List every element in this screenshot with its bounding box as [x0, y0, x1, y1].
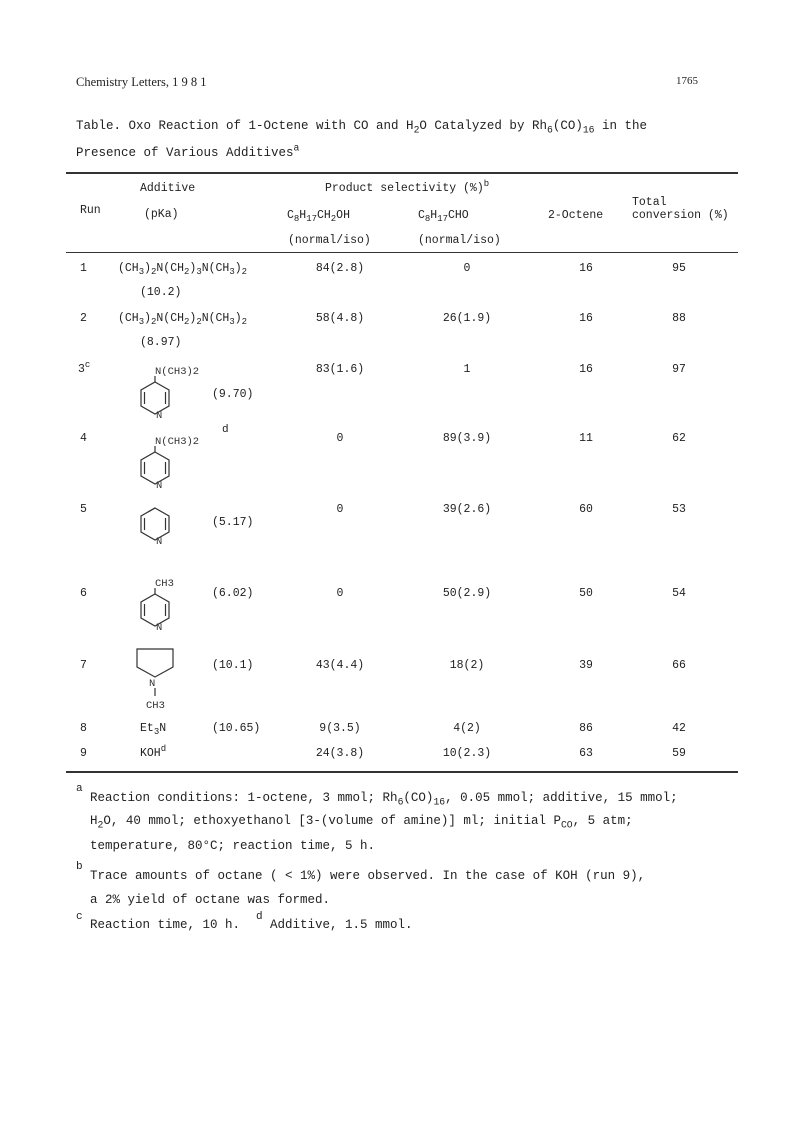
dmap-structure [125, 362, 200, 422]
svg-text:N(CH3)2: N(CH3)2 [155, 366, 200, 378]
row7-aldehyde: 18(2) [449, 659, 485, 672]
row6-run: 6 [80, 587, 87, 600]
row6-2-octene: 50 [579, 587, 593, 600]
row7-run: 7 [80, 659, 87, 672]
row5-total: 53 [672, 503, 686, 516]
footnote-c-text: Reaction time, 10 h. [90, 918, 241, 932]
row9-2-octene: 63 [579, 747, 593, 760]
row4-alcohol: 0 [336, 432, 344, 445]
row2-2-octene: 16 [579, 312, 593, 325]
footnote-a-line3: temperature, 80°C; reaction time, 5 h. [90, 839, 376, 853]
row2-alcohol: 58(4.8) [315, 312, 365, 325]
row1-run: 1 [80, 262, 87, 275]
row8-aldehyde: 4(2) [453, 722, 481, 735]
row1-aldehyde: 0 [463, 262, 471, 275]
svg-text:CH3: CH3 [146, 700, 165, 712]
row1-pka: (10.2) [140, 286, 182, 299]
row8-total: 42 [672, 722, 686, 735]
row4-2-octene: 11 [579, 432, 593, 445]
row8-additive: $Et_3N$ [140, 722, 167, 738]
table-caption-line1: Table. Oxo Reaction of 1-Octene with CO and $H_2O$ Catalyzed by $Rh_6(CO)_{16}$ in the [76, 119, 648, 136]
table-caption-line2: Presence of Various Additives$^a$ [76, 142, 300, 160]
footnote-b-line2: a 2% yield of octane was formed. [90, 893, 331, 907]
row7-pka: (10.1) [212, 659, 254, 672]
row3-run: 3$^c$ [78, 360, 91, 376]
row1-alcohol: 84(2.8) [315, 262, 365, 275]
col-2-octene: 2-Octene [548, 209, 604, 222]
col-product-selectivity: Product selectivity (%)$^b$ [325, 179, 490, 195]
row1-2-octene: 16 [579, 262, 593, 275]
row5-pka: (5.17) [212, 516, 254, 529]
row2-aldehyde: 26(1.9) [442, 312, 492, 325]
row7-total: 66 [672, 659, 686, 672]
svg-text:N: N [156, 622, 163, 634]
row3-total: 97 [672, 363, 686, 376]
row2-total: 88 [672, 312, 686, 325]
row9-additive: KOH$^d$ [140, 744, 167, 760]
row8-alcohol: 9(3.5) [319, 722, 361, 735]
row7-alcohol: 43(4.4) [315, 659, 365, 672]
svg-text:N(CH3)2: N(CH3)2 [155, 436, 200, 448]
footnote-c-mark: c [76, 911, 83, 923]
col-alcohol-normal-iso: (normal/iso) [288, 234, 371, 247]
row2-run: 2 [80, 312, 87, 325]
svg-text:CH3: CH3 [155, 578, 174, 590]
col-run: Run [80, 204, 101, 217]
footnote-b-line1: Trace amounts of octane ( < 1%) were observed. In the case of KOH (run 9), [90, 869, 646, 883]
table-header-rule [66, 252, 738, 253]
footnote-a-line1: Reaction conditions: 1-octene, 3 mmol; $Rh_6(CO)_{16}$, 0.05 mmol; additive, 15 mmol; [90, 791, 678, 808]
row3-alcohol: 83(1.6) [315, 363, 365, 376]
row8-2-octene: 86 [579, 722, 593, 735]
row5-2-octene: 60 [579, 503, 593, 516]
dmap-structure [125, 432, 200, 492]
row2-additive: $(CH_3)_2N(CH_2)_2N(CH_3)_2$ [118, 312, 247, 328]
table-top-rule [66, 172, 738, 174]
journal-header: Chemistry Letters, 1 9 8 1 [76, 75, 207, 89]
col-alcohol: $C_8H_{17}CH_2OH$ [287, 209, 350, 225]
svg-text:N: N [149, 678, 156, 690]
row6-pka: (6.02) [212, 587, 254, 600]
svg-text:N: N [156, 480, 163, 492]
row8-pka: (10.65) [212, 722, 261, 735]
row6-aldehyde: 50(2.9) [442, 587, 492, 600]
picoline-structure [125, 574, 185, 632]
footnote-d-mark: d [256, 911, 263, 923]
svg-text:N: N [156, 410, 163, 422]
row6-alcohol: 0 [336, 587, 344, 600]
col-total: Total [632, 196, 667, 209]
footnote-b-mark: b [76, 861, 83, 873]
row4-total: 62 [672, 432, 686, 445]
col-pka: (pKa) [144, 208, 179, 221]
row5-run: 5 [80, 503, 87, 516]
col-additive: Additive [140, 182, 196, 195]
footnote-a-mark: a [76, 783, 83, 795]
table-bottom-rule [66, 771, 738, 773]
row3-aldehyde: 1 [463, 363, 471, 376]
col-aldehyde-normal-iso: (normal/iso) [418, 234, 501, 247]
row4-additive-footnote: d [222, 424, 229, 436]
row9-aldehyde: 10(2.3) [442, 747, 492, 760]
row1-additive: $(CH_3)_2N(CH_2)_3N(CH_3)_2$ [118, 262, 247, 278]
col-aldehyde: $C_8H_{17}CHO$ [418, 209, 469, 225]
svg-text:N: N [156, 536, 163, 548]
row6-total: 54 [672, 587, 686, 600]
row9-alcohol: 24(3.8) [315, 747, 365, 760]
col-total-conversion: conversion (%) [632, 209, 729, 222]
methylpiperidine-structure [125, 645, 185, 713]
row2-pka: (8.97) [140, 336, 182, 349]
row8-run: 8 [80, 722, 87, 735]
footnote-d-text: Additive, 1.5 mmol. [270, 918, 413, 932]
row7-2-octene: 39 [579, 659, 593, 672]
row5-aldehyde: 39(2.6) [442, 503, 492, 516]
row3-2-octene: 16 [579, 363, 593, 376]
row4-aldehyde: 89(3.9) [442, 432, 492, 445]
row9-total: 59 [672, 747, 686, 760]
page-number: 1765 [676, 75, 698, 87]
row9-run: 9 [80, 747, 87, 760]
row5-alcohol: 0 [336, 503, 344, 516]
row3-pka: (9.70) [212, 388, 254, 401]
row1-total: 95 [672, 262, 686, 275]
row4-run: 4 [80, 432, 87, 445]
pyridine-structure [125, 488, 185, 546]
footnote-a-line2: $H_2O$, 40 mmol; ethoxyethanol [3-(volume of amine)] ml; initial $P_{CO}$, 5 atm; [90, 814, 633, 831]
